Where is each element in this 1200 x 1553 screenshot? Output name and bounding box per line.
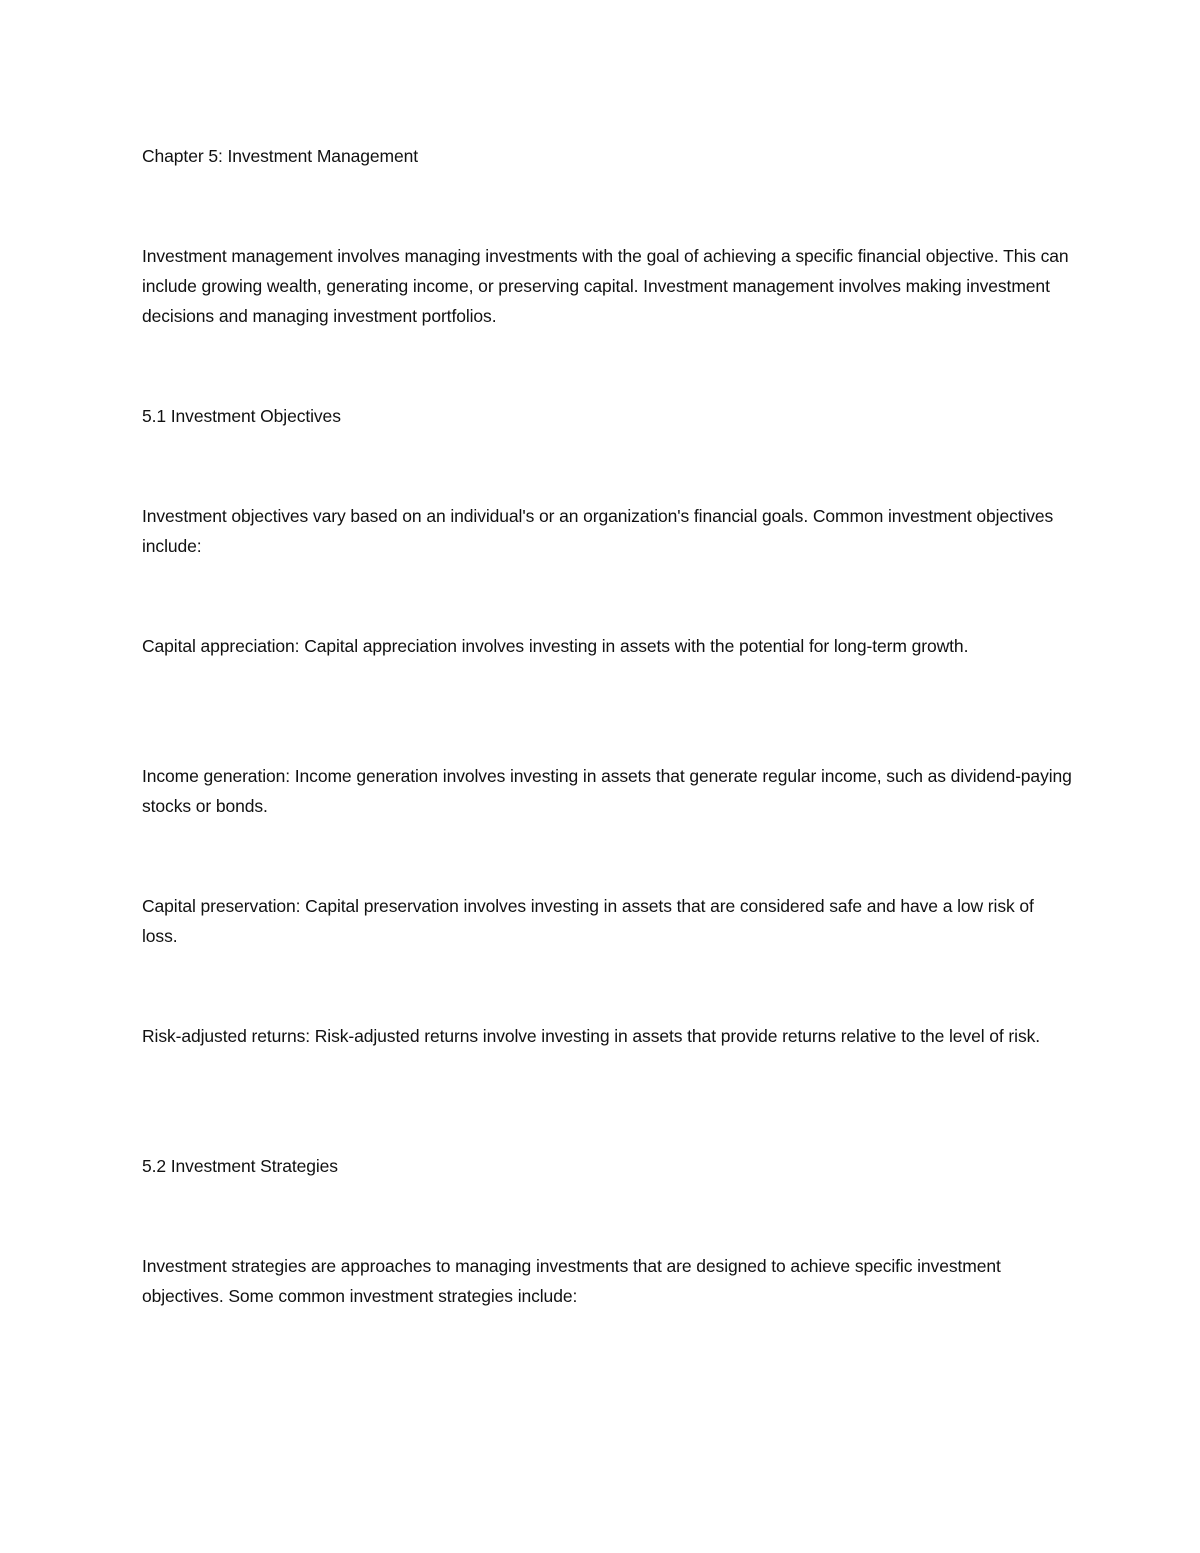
objective-item-risk-adjusted-returns: Risk-adjusted returns: Risk-adjusted returns involve investing in assets that provide returns relative to the level of risk. bbox=[142, 1026, 1041, 1046]
objective-item-capital-appreciation: Capital appreciation: Capital appreciation involves investing in assets with the potential for long-term growth. bbox=[142, 636, 969, 656]
objectives-intro-paragraph: Investment objectives vary based on an individual's or an organization's financial goals. Common investment objectives include: bbox=[142, 506, 1054, 556]
section-heading-objectives: 5.1 Investment Objectives bbox=[142, 406, 341, 426]
objective-item-income-generation: Income generation: Income generation involves investing in assets that generate regular income, such as dividend-paying stocks or bonds. bbox=[142, 766, 1072, 816]
strategies-intro-paragraph: Investment strategies are approaches to managing investments that are designed to achieve specific investment objectives. Some common investment strategies include: bbox=[142, 1256, 1001, 1306]
section-heading-strategies: 5.2 Investment Strategies bbox=[142, 1156, 338, 1176]
objective-item-capital-preservation: Capital preservation: Capital preservation involves investing in assets that are considered safe and have a low risk of loss. bbox=[142, 896, 1034, 946]
chapter-title: Chapter 5: Investment Management bbox=[142, 146, 418, 166]
intro-paragraph: Investment management involves managing investments with the goal of achieving a specific financial objective. This can include growing wealth, generating income, or preserving capital. Investment management involves making investment decisions and managing investment portfolios. bbox=[142, 246, 1069, 326]
